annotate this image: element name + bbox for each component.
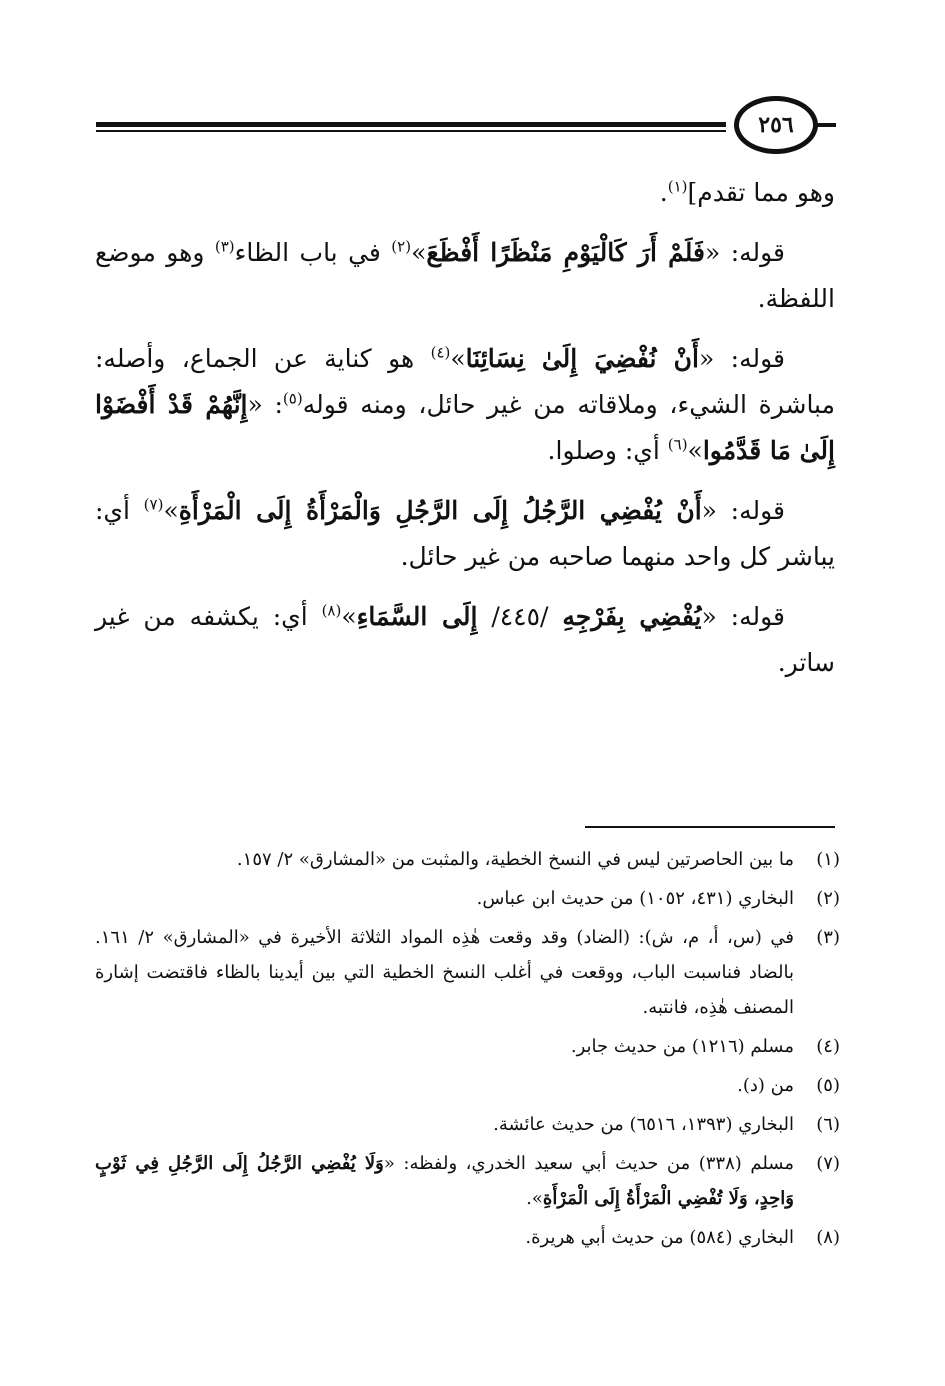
- footnote-ref-1[interactable]: (١): [667, 177, 688, 196]
- paragraph-5: قوله: «يُفْضِي بِفَرْجِهِ /٤٤٥/ إِلَى السَّمَاءِ»$^{(٨)}$ أي: يكشفه من غير ساتر.: [95, 601, 835, 677]
- footnote-ref-5[interactable]: (٥): [282, 389, 303, 408]
- quote: إِلَى السَّمَاءِ: [356, 602, 478, 631]
- footnote-number: (٥): [816, 1075, 840, 1096]
- footnote-number: (٤): [816, 1036, 840, 1057]
- footnote-item: [95, 1029, 840, 1064]
- footnote-ref-2[interactable]: (٢): [391, 237, 412, 256]
- footnote-item: [95, 920, 840, 1025]
- footnote-item: [95, 1146, 840, 1216]
- footnote-ref-3[interactable]: (٣): [214, 237, 235, 256]
- footnote-separator: [585, 826, 835, 828]
- quote: وَلَا يُفْضِي الرَّجُلُ إِلَى الرَّجُلِ فِي ثَوْبٍ وَاحِدٍ، وَلَا تُفْضِي الْمَرْأَةُ إِلَى الْمَرْأَةِ: [95, 1153, 794, 1209]
- footnote-number: (٨): [816, 1227, 840, 1248]
- footnote-ref-4[interactable]: (٤): [430, 343, 451, 362]
- footnote-item: [95, 1220, 840, 1255]
- page-header: [96, 96, 836, 156]
- footnote-item: [95, 881, 840, 916]
- footnote-number: (١): [816, 849, 840, 870]
- footnote-ref-8[interactable]: (٨): [321, 601, 342, 620]
- manuscript-page-marker: /٤٤٥/: [477, 602, 563, 631]
- footnote-item: [95, 1107, 840, 1142]
- paragraph-2: قوله: «فَلَمْ أَرَ كَالْيَوْمِ مَنْظَرًا أَفْظَعَ»$^{(٢)}$ في باب الظاء$^{(٣)}$ وهو موضع اللفظة.: [95, 237, 835, 313]
- footnote-number: (٧): [816, 1153, 840, 1174]
- footnote-text: في (س، أ، م، ش): (الضاد) وقد وقعت هٰذِه المواد الثلاثة الأخيرة في «المشارق» ٢/ ١٦١. بالضاد فناسبت الباب، ووقعت في أغلب النسخ الخطية التي بين أيدينا بالظاء فاقتضت إشارة المصنف هٰذِه، فانتبه.: [95, 927, 795, 1018]
- paragraph-1: وهو مما تقدم]$^{(١)}$.: [659, 177, 835, 207]
- footnote-item: [95, 842, 840, 877]
- footnote-item: [95, 1068, 840, 1103]
- footnote-text: ما بين الحاصرتين ليس في النسخ الخطية، والمثبت من «المشارق» ٢/ ١٥٧.: [236, 849, 794, 870]
- footnote-text: مسلم (٣٣٨) من حديث أبي سعيد الخدري، ولفظه: «وَلَا يُفْضِي الرَّجُلُ إِلَى الرَّجُلِ فِي ثَوْبٍ وَاحِدٍ، وَلَا تُفْضِي الْمَرْأَةُ إِلَى الْمَرْأَةِ».: [95, 1153, 794, 1209]
- quote: إِنَّهُمْ قَدْ أَفْضَوْا إِلَىٰ مَا قَدَّمُوا: [95, 390, 835, 465]
- quote: يُفْضِي بِفَرْجِهِ: [562, 602, 702, 631]
- footnote-number: (٣): [816, 927, 840, 948]
- footnote-ref-7[interactable]: (٧): [143, 495, 164, 514]
- header-rule-thin: [96, 130, 726, 132]
- footnote-text: البخاري (٥٨٤) من حديث أبي هريرة.: [525, 1227, 794, 1248]
- footnote-text: البخاري (١٣٩٣، ٦٥١٦) من حديث عائشة.: [493, 1114, 794, 1135]
- paragraph-3: قوله: «أَنْ نُفْضِيَ إِلَىٰ نِسَائِنَا»$^{(٤)}$ هو كناية عن الجماع، وأصله: مباشرة الشيء، وملاقاته من غير حائل، ومنه قوله$^{(٥)}$: «إِنَّهُمْ قَدْ أَفْضَوْا إِلَىٰ مَا قَدَّمُوا»$^{(٦)}$ أي: وصلوا.: [95, 343, 835, 465]
- footnotes-list: [95, 842, 840, 1259]
- footnote-ref-6[interactable]: (٦): [667, 435, 688, 454]
- header-rule-thick: [96, 122, 726, 127]
- paragraph-4: قوله: «أَنْ يُفْضِي الرَّجُلُ إِلَى الرَّجُلِ وَالْمَرْأَةُ إِلَى الْمَرْأَةِ»$^{(٧)}$ أي: يباشر كل واحد منهما صاحبه من غير حائل.: [95, 495, 835, 571]
- quote: أَنْ نُفْضِيَ إِلَىٰ نِسَائِنَا: [465, 344, 699, 373]
- footnote-text: من (د).: [737, 1075, 794, 1096]
- footnote-number: (٢): [816, 888, 840, 909]
- quote: فَلَمْ أَرَ كَالْيَوْمِ مَنْظَرًا أَفْظَعَ: [426, 238, 705, 267]
- page-number: ٢٥٦: [734, 96, 818, 154]
- quote: أَنْ يُفْضِي الرَّجُلُ إِلَى الرَّجُلِ وَالْمَرْأَةُ إِلَى الْمَرْأَةِ: [178, 496, 702, 525]
- footnote-text: البخاري (٤٣١، ١٠٥٢) من حديث ابن عباس.: [476, 888, 794, 909]
- footnote-text: مسلم (١٢١٦) من حديث جابر.: [570, 1036, 794, 1057]
- main-text: [95, 170, 835, 700]
- footnote-number: (٦): [816, 1114, 840, 1135]
